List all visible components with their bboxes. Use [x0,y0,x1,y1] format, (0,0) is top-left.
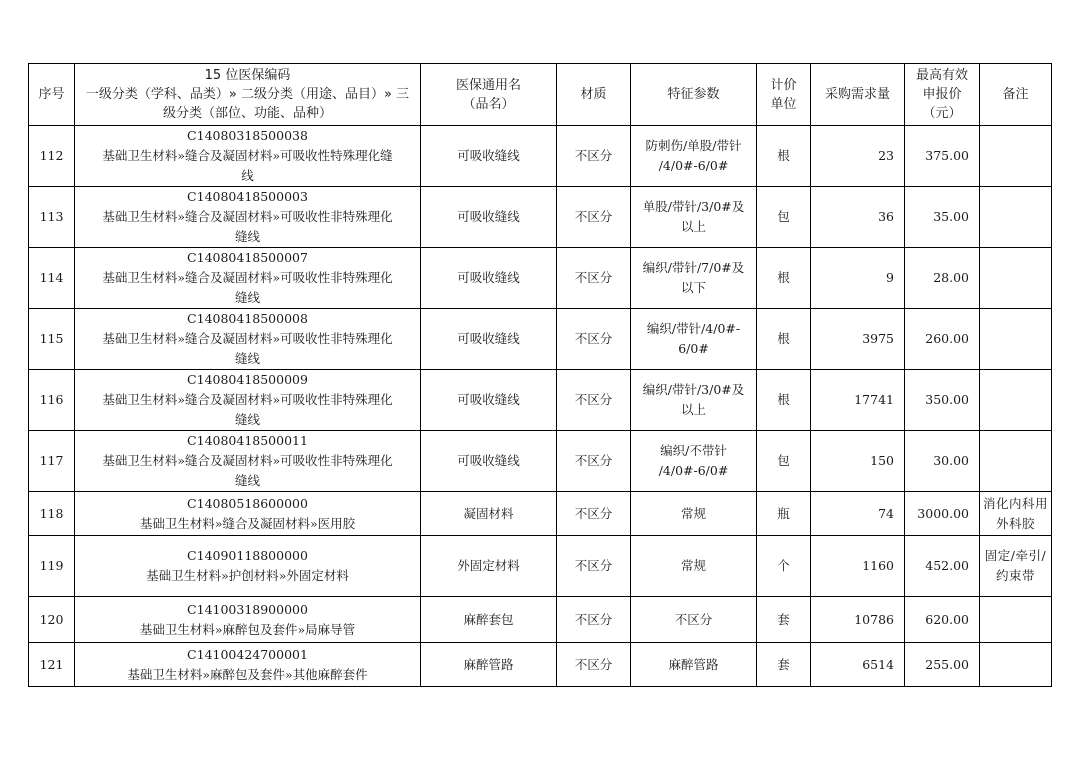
header-row [29,64,1052,126]
category-path-continued: 缝线 [234,473,260,488]
table-row [29,536,1052,597]
table-row [29,187,1052,248]
table-row [29,597,1052,643]
remark-cell [980,187,1052,248]
material-cell: 不区分 [557,492,631,536]
seq-cell: 116 [29,370,75,431]
generic-name-cell: 可吸收缝线 [421,126,557,187]
code-cell [75,597,421,643]
insurance-code: C14080418500009 [187,372,308,387]
features-cell: 编织/带针/3/0#及 以上 [631,370,757,431]
price-cell: 28.00 [905,248,980,309]
header-code: 15 位医保编码 一级分类（学科、品类）» 二级分类（用途、品目）» 三 级分类（部位、功能、品种） [75,64,421,126]
code-cell [75,370,421,431]
insurance-code: C14080518600000 [187,495,308,511]
quantity-cell: 1160 [811,536,905,597]
material-cell: 不区分 [557,187,631,248]
quantity-cell: 17741 [811,370,905,431]
generic-name-cell: 可吸收缝线 [421,248,557,309]
insurance-code: C14100424700001 [187,646,308,662]
price-cell: 255.00 [905,643,980,687]
header-unit: 计价 单位 [757,64,811,126]
unit-cell: 根 [757,370,811,431]
category-path: 基础卫生材料»麻醉包及套件»局麻导管 [139,621,356,637]
code-cell [75,309,421,370]
price-cell: 30.00 [905,431,980,492]
category-path: 基础卫生材料»缝合及凝固材料»可吸收性非特殊理化 [102,453,393,468]
features-cell: 编织/带针/7/0#及 以下 [631,248,757,309]
table-row [29,643,1052,687]
unit-cell: 个 [757,536,811,597]
quantity-cell: 150 [811,431,905,492]
generic-name-cell: 麻醉管路 [421,643,557,687]
header-seq: 序号 [29,64,75,126]
seq-cell: 115 [29,309,75,370]
material-cell: 不区分 [557,431,631,492]
remark-cell [980,370,1052,431]
unit-cell: 根 [757,309,811,370]
remark-cell [980,643,1052,687]
price-cell: 350.00 [905,370,980,431]
category-path: 基础卫生材料»麻醉包及套件»其他麻醉套件 [127,666,368,682]
generic-name-cell: 可吸收缝线 [421,187,557,248]
generic-name-cell: 凝固材料 [421,492,557,536]
insurance-code: C14080418500003 [187,189,308,204]
features-cell: 编织/不带针 /4/0#-6/0# [631,431,757,492]
remark-cell: 固定/牵引/约束带 [980,536,1052,597]
material-cell: 不区分 [557,126,631,187]
features-cell: 单股/带针/3/0#及 以上 [631,187,757,248]
quantity-cell: 6514 [811,643,905,687]
remark-cell [980,309,1052,370]
unit-cell: 套 [757,643,811,687]
price-cell: 260.00 [905,309,980,370]
header-remark: 备注 [980,64,1052,126]
category-path-continued: 缝线 [234,351,260,366]
insurance-code: C14090118800000 [187,548,308,563]
remark-cell [980,597,1052,643]
header-features: 特征参数 [631,64,757,126]
insurance-code: C14080418500007 [187,250,308,265]
table-row [29,248,1052,309]
generic-name-cell: 外固定材料 [421,536,557,597]
category-path: 基础卫生材料»护创材料»外固定材料 [146,568,349,583]
unit-cell: 根 [757,126,811,187]
quantity-cell: 3975 [811,309,905,370]
insurance-code: C14080318500038 [187,128,308,143]
features-cell: 麻醉管路 [631,643,757,687]
quantity-cell: 9 [811,248,905,309]
material-cell: 不区分 [557,536,631,597]
features-cell: 编织/带针/4/0#- 6/0# [631,309,757,370]
price-cell: 375.00 [905,126,980,187]
features-cell: 常规 [631,536,757,597]
seq-cell: 121 [29,643,75,687]
quantity-cell: 74 [811,492,905,536]
material-cell: 不区分 [557,643,631,687]
table-row [29,431,1052,492]
insurance-code: C14080418500011 [187,433,308,448]
category-path-continued: 缝线 [234,229,260,244]
category-path-continued: 缝线 [234,290,260,305]
table-row [29,126,1052,187]
seq-cell: 117 [29,431,75,492]
unit-cell: 包 [757,431,811,492]
seq-cell: 118 [29,492,75,536]
code-cell [75,536,421,597]
seq-cell: 112 [29,126,75,187]
material-cell: 不区分 [557,597,631,643]
category-path: 基础卫生材料»缝合及凝固材料»可吸收性特殊理化缝 [102,148,393,163]
category-path: 基础卫生材料»缝合及凝固材料»可吸收性非特殊理化 [102,270,393,285]
category-path: 基础卫生材料»缝合及凝固材料»医用胶 [139,515,356,531]
category-path: 基础卫生材料»缝合及凝固材料»可吸收性非特殊理化 [102,392,393,407]
material-cell: 不区分 [557,309,631,370]
header-name: 医保通用名 （品名） [421,64,557,126]
code-cell [75,248,421,309]
price-cell: 452.00 [905,536,980,597]
unit-cell: 包 [757,187,811,248]
generic-name-cell: 可吸收缝线 [421,309,557,370]
header-price: 最高有效 申报价 （元） [905,64,980,126]
code-cell [75,126,421,187]
code-cell [75,492,421,536]
table-row [29,309,1052,370]
code-cell [75,187,421,248]
generic-name-cell: 麻醉套包 [421,597,557,643]
quantity-cell: 23 [811,126,905,187]
remark-cell [980,126,1052,187]
remark-cell [980,431,1052,492]
generic-name-cell: 可吸收缝线 [421,370,557,431]
table-row [29,370,1052,431]
unit-cell: 瓶 [757,492,811,536]
unit-cell: 套 [757,597,811,643]
generic-name-cell: 可吸收缝线 [421,431,557,492]
category-path: 基础卫生材料»缝合及凝固材料»可吸收性非特殊理化 [102,209,393,224]
code-cell [75,643,421,687]
unit-cell: 根 [757,248,811,309]
code-cell [75,431,421,492]
quantity-cell: 36 [811,187,905,248]
seq-cell: 114 [29,248,75,309]
remark-cell: 消化内科用外科胶 [980,492,1052,536]
category-path: 基础卫生材料»缝合及凝固材料»可吸收性非特殊理化 [102,331,393,346]
material-cell: 不区分 [557,248,631,309]
header-qty: 采购需求量 [811,64,905,126]
insurance-code: C14080418500008 [187,311,308,326]
insurance-code: C14100318900000 [187,601,308,617]
procurement-table-container [28,63,1052,687]
seq-cell: 113 [29,187,75,248]
table-row [29,492,1052,536]
seq-cell: 120 [29,597,75,643]
price-cell: 620.00 [905,597,980,643]
category-path-continued: 缝线 [234,412,260,427]
category-path-continued: 线 [241,168,254,183]
features-cell: 防刺伤/单股/带针 /4/0#-6/0# [631,126,757,187]
features-cell: 常规 [631,492,757,536]
remark-cell [980,248,1052,309]
header-material: 材质 [557,64,631,126]
material-cell: 不区分 [557,370,631,431]
price-cell: 35.00 [905,187,980,248]
features-cell: 不区分 [631,597,757,643]
quantity-cell: 10786 [811,597,905,643]
price-cell: 3000.00 [905,492,980,536]
procurement-table [28,63,1052,687]
seq-cell: 119 [29,536,75,597]
